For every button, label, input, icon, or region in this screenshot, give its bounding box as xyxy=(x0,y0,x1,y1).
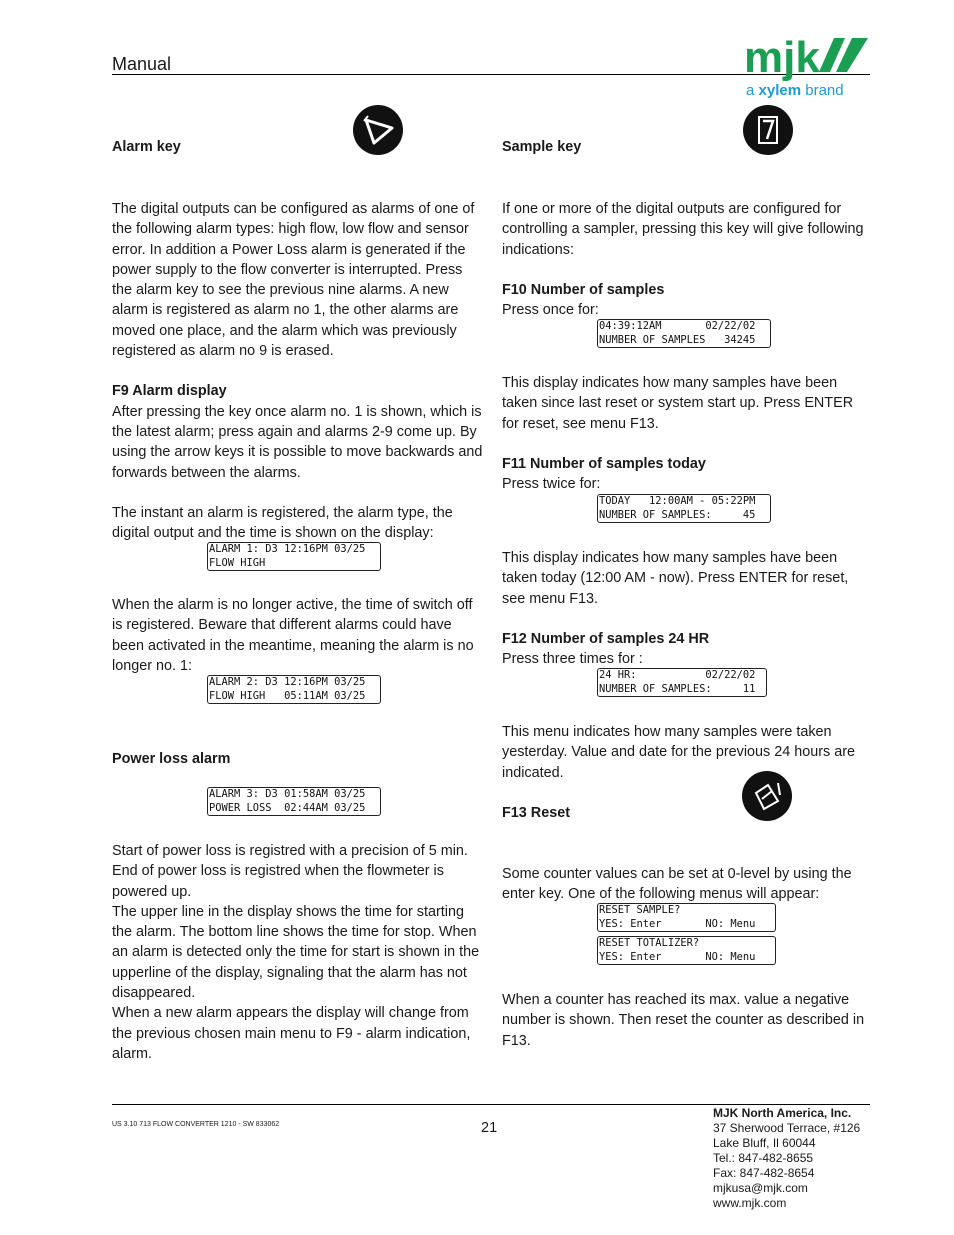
f10-heading: F10 Number of samples xyxy=(502,281,665,298)
f11-press-text: Press twice for: xyxy=(502,476,601,493)
power-loss-text: Start of power loss is registred with a precision of 5 min. End of power loss is registred when the flowmeter is powered up. xyxy=(112,843,468,900)
right-column-5 xyxy=(502,864,872,905)
fax: Fax: 847-482-8654 xyxy=(713,1166,815,1180)
f13-heading: F13 Reset xyxy=(502,804,570,821)
f11-heading: F11 Number of samples today xyxy=(502,455,706,472)
f9-heading: F9 Alarm display xyxy=(112,383,227,400)
alarm-intro-text: The digital outputs can be configured as alarms of one of the following alarm types: high flow, low flow and sensor error. In addition a Power Loss alarm is generated if the power supply to the flow converter is interrupted. Press the alarm key to see the previous nine alarms. A new alarm is registered as alarm no 1, the other alarms are moved one place, and the alarm which was previously registered as alarm no 9 is erased. xyxy=(112,201,475,360)
no-longer-active-text: When the alarm is no longer active, the time of switch off is registered. Beware that different alarms could have been activated in the meantime, meaning the alarm is no longer no. 1: xyxy=(112,597,474,674)
max-value-text: When a counter has reached its max. value a negative number is shown. Then reset the counter as described in F13. xyxy=(502,992,865,1049)
lcd-display-alarm2: ALARM 2: D3 12:16PM 03/25 FLOW HIGH 05:11AM 03/25 xyxy=(207,675,381,704)
lcd-display-f10: 04:39:12AM 02/22/02 NUMBER OF SAMPLES 34245 xyxy=(597,319,771,348)
left-column-2 xyxy=(112,595,484,676)
f10-press-text: Press once for: xyxy=(502,302,599,319)
lcd-display-alarm3: ALARM 3: D3 01:58AM 03/25 POWER LOSS 02:44AM 03/25 xyxy=(207,787,381,816)
sample-bottle-icon xyxy=(743,105,793,155)
manual-title: Manual xyxy=(112,54,172,74)
sample-intro-text: If one or more of the digital outputs are configured for controlling a sampler, pressing this key will give following indications: xyxy=(502,201,864,258)
address-line-2: Lake Bluff, Il 60044 xyxy=(713,1136,816,1150)
f9-text: After pressing the key once alarm no. 1 is shown, which is the latest alarm; press again and alarms 2-9 come up. By using the arrow keys it is possible to move backwards and forwards between the alarms. xyxy=(112,403,483,481)
contact-block xyxy=(713,1106,860,1211)
alarm-key-heading: Alarm key xyxy=(112,139,181,155)
logo-wordmark: mjk xyxy=(744,34,820,82)
power-loss-heading: Power loss alarm xyxy=(112,751,231,767)
website-link[interactable]: www.mjk.com xyxy=(713,1196,787,1210)
f11-text: This display indicates how many samples have been taken today (12:00 AM - now). Press ENTER for reset, see menu F13. xyxy=(502,550,849,607)
address-line-1: 37 Sherwood Terrace, #126 xyxy=(713,1121,861,1135)
logo-tagline: a xylem brand xyxy=(746,82,844,99)
right-column-6 xyxy=(502,990,872,1051)
enter-reset-icon xyxy=(742,771,792,821)
new-alarm-text: When a new alarm appears the display will change from the previous chosen main menu to F9 - alarm indication, alarm. xyxy=(112,1005,471,1062)
left-column-3 xyxy=(112,841,484,1064)
right-column-2 xyxy=(502,373,872,494)
upper-line-text: The upper line in the display shows the time for starting the alarm. The bottom line shows the time for stop. When an alarm is detected only the time for start is shown in the upperline of the display, signaling that the alarm has not disappeared. xyxy=(112,903,480,1002)
lcd-display-reset-totalizer: RESET TOTALIZER? YES: Enter NO: Menu xyxy=(597,936,776,965)
lcd-display-reset-sample: RESET SAMPLE? YES: Enter NO: Menu xyxy=(597,903,776,932)
lcd-display-f12: 24 HR: 02/22/02 NUMBER OF SAMPLES: 11 xyxy=(597,668,767,697)
right-column xyxy=(502,199,872,320)
telephone: Tel.: 847-482-8655 xyxy=(713,1151,814,1165)
lcd-display-f11: TODAY 12:00AM - 05:22PM NUMBER OF SAMPLES: 45 xyxy=(597,494,771,523)
instant-text: The instant an alarm is registered, the alarm type, the digital output and the time is shown on the display: xyxy=(112,504,453,542)
page-number: 21 xyxy=(481,1120,498,1136)
lcd-display-alarm1: ALARM 1: D3 12:16PM 03/25 FLOW HIGH xyxy=(207,542,381,571)
email-link[interactable]: mjkusa@mjk.com xyxy=(713,1181,808,1195)
company-name: MJK North America, Inc. xyxy=(713,1106,852,1120)
alarm-triangle-icon xyxy=(353,105,403,155)
right-column-3 xyxy=(502,548,872,669)
f12-heading: F12 Number of samples 24 HR xyxy=(502,630,710,647)
doc-code: US 3.10 713 FLOW CONVERTER 1210 - SW 833062 xyxy=(112,1121,280,1128)
left-column xyxy=(112,199,484,543)
f10-text: This display indicates how many samples have been taken since last reset or system start up. Press ENTER for reset, see menu F13. xyxy=(502,375,854,432)
sample-key-heading: Sample key xyxy=(502,139,582,155)
footer-rule xyxy=(112,1104,870,1105)
right-column-4 xyxy=(502,722,872,823)
f12-press-text: Press three times for : xyxy=(502,651,643,668)
f12-text: This menu indicates how many samples were taken yesterday. Value and date for the previous 24 hours are indicated. xyxy=(502,724,856,781)
f13-text: Some counter values can be set at 0-level by using the enter key. One of the following menus will appear: xyxy=(502,866,852,903)
